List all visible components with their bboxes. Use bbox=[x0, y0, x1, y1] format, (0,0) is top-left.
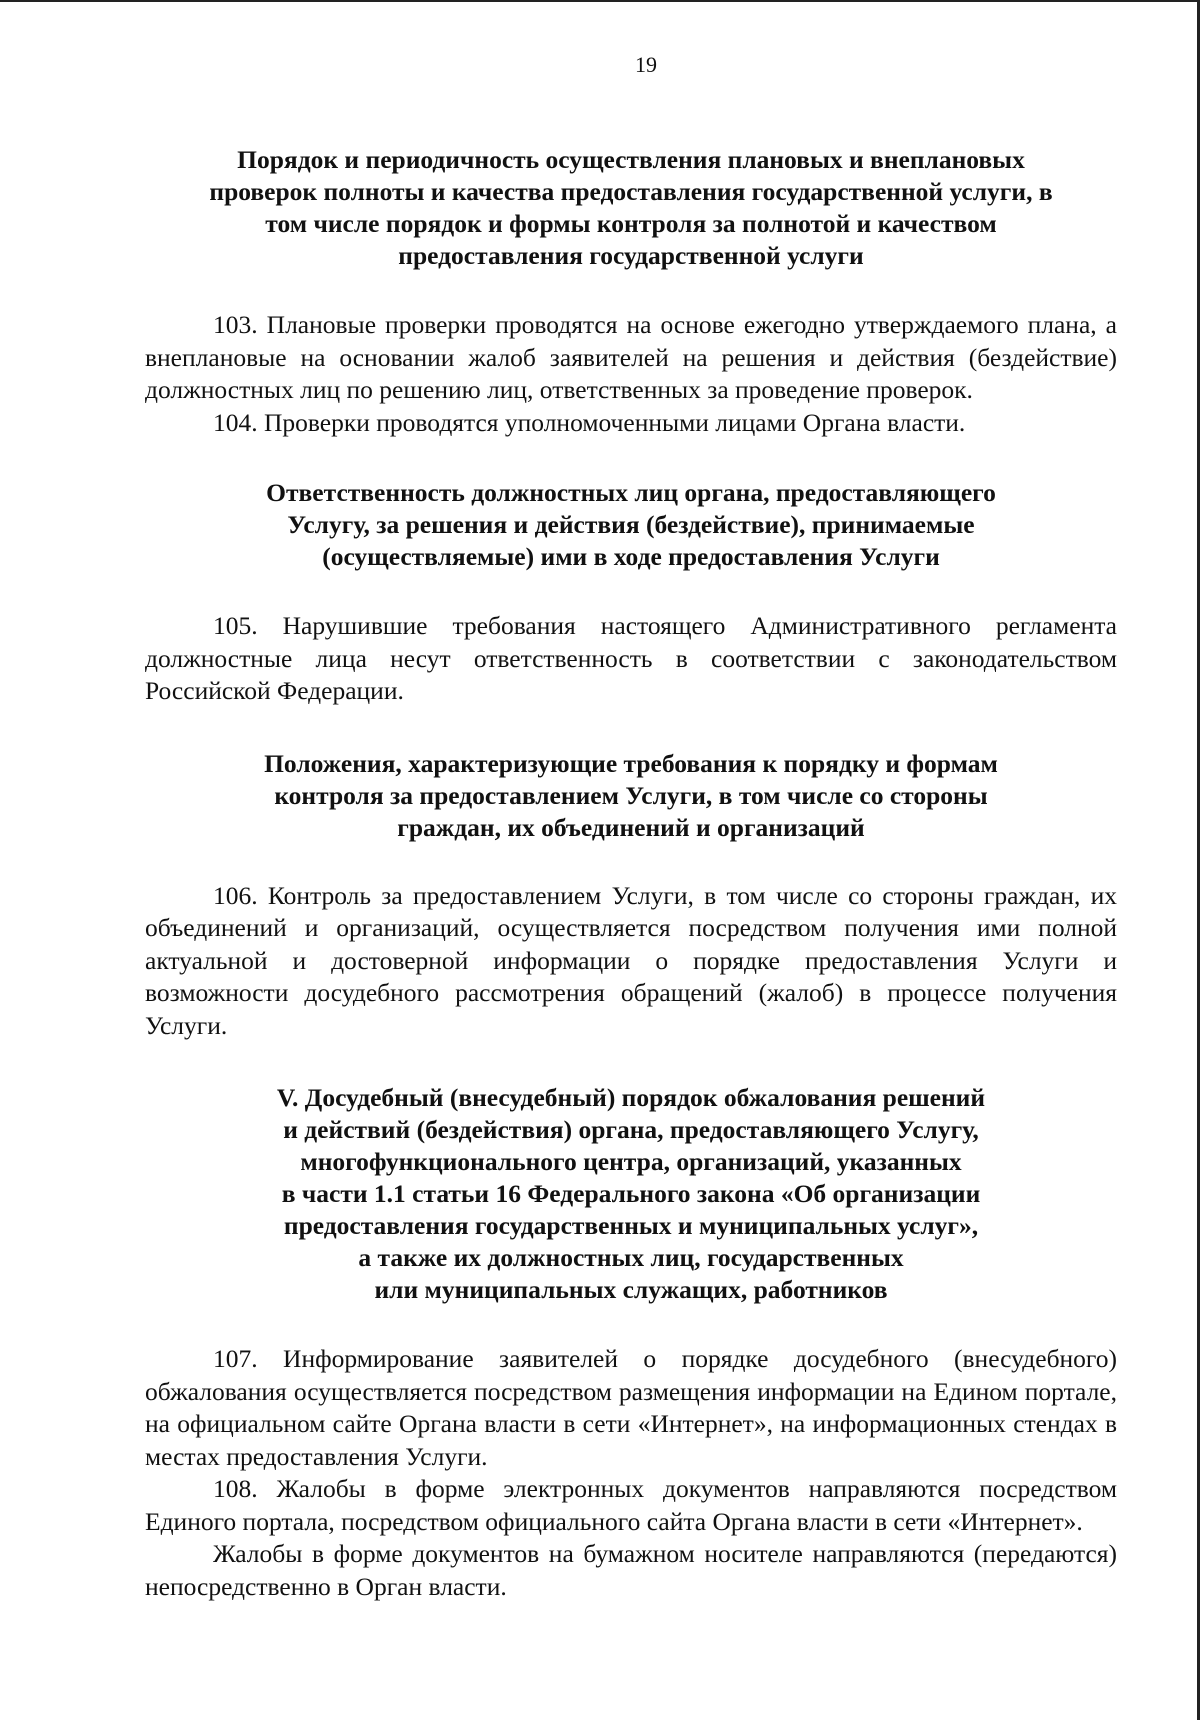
paragraph-107: 107. Информирование заявителей о порядке досудебного (внесудебного) обжалования осуществляется посредством размещения информации на Едином портале, на официальном сайте Органа власти в сети «Интернет», на информационных стендах в местах предоставления Услуги. bbox=[145, 1344, 1117, 1471]
heading-line: Положения, характеризующие требования к порядку и формам bbox=[264, 748, 998, 778]
paragraph-104: 104. Проверки проводятся уполномоченными лицами Органа власти. bbox=[213, 407, 966, 437]
heading-line: V. Досудебный (внесудебный) порядок обжалования решений bbox=[276, 1083, 986, 1112]
heading-line: предоставления государственной услуги bbox=[398, 241, 864, 270]
paragraph-108: 108. Жалобы в форме электронных документов направляются посредством Единого портала, посредством официального сайта Органа власти в сети «Интернет». bbox=[145, 1474, 1117, 1536]
section-heading-control-requirements bbox=[145, 748, 1117, 844]
paragraph-103: 103. Плановые проверки проводятся на основе ежегодно утверждаемого плана, а внеплановые на основании жалоб заявителей на решения и действия (бездействие) должностных лиц по решению лиц, ответственных за проведение проверок. bbox=[145, 310, 1117, 404]
page-content bbox=[145, 2, 1117, 1603]
heading-line: Услугу, за решения и действия (бездействие), принимаемые bbox=[287, 510, 975, 539]
heading-line: Порядок и периодичность осуществления плановых и внеплановых bbox=[237, 145, 1025, 174]
heading-line: проверок полноты и качества предоставления государственной услуги, в bbox=[209, 177, 1053, 206]
heading-line: в части 1.1 статьи 16 Федерального закона «Об организации bbox=[281, 1179, 981, 1208]
heading-line: многофункционального центра, организаций, указанных bbox=[300, 1147, 962, 1176]
heading-line: Ответственность должностных лиц органа, предоставляющего bbox=[266, 478, 996, 507]
heading-line: и действий (бездействия) органа, предоставляющего Услугу, bbox=[283, 1115, 979, 1144]
heading-line: граждан, их объединений и организаций bbox=[397, 812, 865, 842]
heading-line: а также их должностных лиц, государственных bbox=[358, 1243, 904, 1272]
paragraph-108-continued: Жалобы в форме документов на бумажном носителе направляются (передаются) непосредственно в Орган власти. bbox=[145, 1539, 1117, 1601]
section-heading-inspections bbox=[145, 144, 1117, 272]
heading-line: или муниципальных служащих, работников bbox=[374, 1275, 888, 1304]
page-number: 19 bbox=[635, 52, 657, 77]
heading-line: предоставления государственных и муниципальных услуг», bbox=[283, 1211, 979, 1240]
heading-line: том числе порядок и формы контроля за полнотой и качеством bbox=[265, 209, 997, 238]
heading-line: (осуществляемые) ими в ходе предоставления Услуги bbox=[322, 542, 940, 571]
section-heading-pretrial-appeal bbox=[145, 1082, 1117, 1306]
paragraph-106: 106. Контроль за предоставлением Услуги, в том числе со стороны граждан, их объединений и организаций, осуществляется посредством получения ими полной актуальной и достоверной информации о порядке предоставления Услуги и возможности досудебного рассмотрения обращений (жалоб) в процессе получения Услуги. bbox=[145, 880, 1117, 1040]
heading-line: контроля за предоставлением Услуги, в том числе со стороны bbox=[274, 780, 988, 810]
section-heading-responsibility bbox=[145, 477, 1117, 573]
paragraph-105: 105. Нарушившие требования настоящего Административного регламента должностные лица несут ответственность в соответствии с законодательством Российской Федерации. bbox=[145, 611, 1117, 705]
